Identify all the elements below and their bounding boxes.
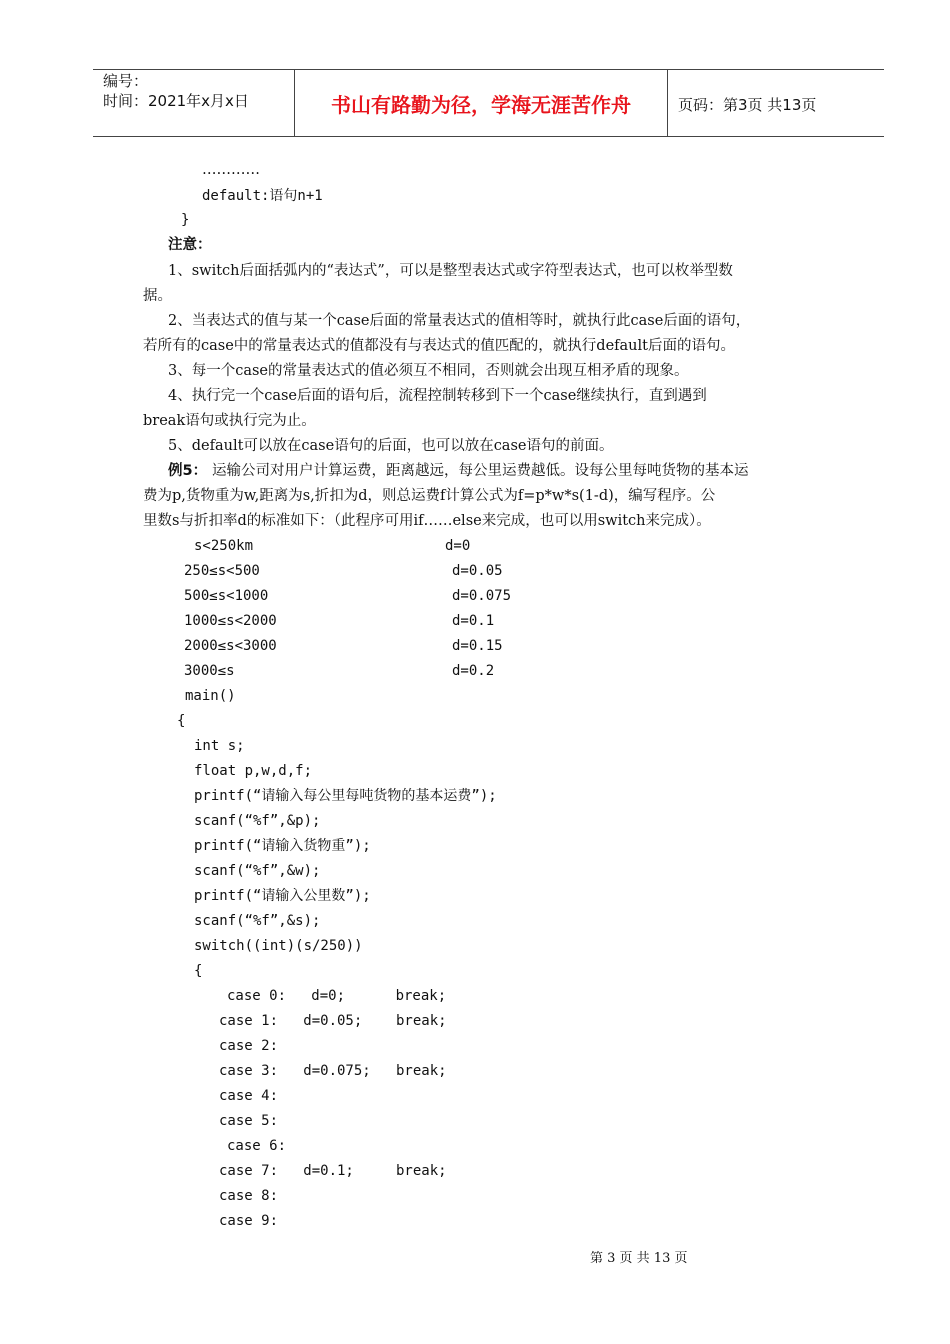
- note-4-line-2: break语句或执行完为止。: [143, 413, 316, 429]
- table-row-rate: d=0.075: [452, 588, 512, 604]
- example-line-1: 运输公司对用户计算运费，距离越远，每公里运费越低。设每公里每吨货物的基本运: [212, 463, 749, 479]
- header-divider-right: [667, 70, 668, 136]
- code-line: case 5:: [219, 1113, 279, 1129]
- code-line: printf(“请输入每公里每吨货物的基本运费”);: [194, 788, 497, 804]
- ellipsis-line: …………: [202, 162, 260, 178]
- code-line: case 3: d=0.075; break;: [219, 1063, 447, 1079]
- note-3: 3、每一个case的常量表达式的值必须互不相同，否则就会出现互相矛盾的现象。: [168, 363, 689, 379]
- note-1-line-2: 据。: [143, 288, 172, 304]
- code-line: int s;: [194, 738, 245, 754]
- code-line: case 2:: [219, 1038, 279, 1054]
- header-page-label: 页码：第3页 共13页: [678, 96, 817, 114]
- example-line-3: 里数s与折扣率d的标准如下：（此程序可用if……else来完成，也可以用switch来完成）。: [143, 513, 711, 529]
- table-row-rate: d=0: [445, 538, 471, 554]
- table-row-rate: d=0.15: [452, 638, 503, 654]
- table-row-range: s<250km: [194, 538, 254, 554]
- note-2-line-1: 2、当表达式的值与某一个case后面的常量表达式的值相等时，就执行此case后面的语句，: [168, 313, 751, 329]
- code-line: case 0: d=0; break;: [227, 988, 447, 1004]
- code-line: scanf(“%f”,&w);: [194, 863, 321, 879]
- table-row-range: 500≤s<1000: [184, 588, 269, 604]
- code-line: scanf(“%f”,&s);: [194, 913, 321, 929]
- default-line: default:语句n+1: [202, 188, 323, 204]
- table-row-rate: d=0.1: [452, 613, 495, 629]
- example-label: 例5：: [168, 463, 208, 479]
- note-heading: 注意：: [168, 237, 212, 253]
- time-label: 时间：2021年x月x日: [103, 92, 249, 110]
- code-line: printf(“请输入公里数”);: [194, 888, 371, 904]
- example-line-2: 费为p,货物重为w,距离为s,折扣为d，则总运费f计算公式为f=p*w*s(1-d)，编写程序。公: [143, 488, 716, 504]
- page-footer: 第 3 页 共 13 页: [590, 1251, 688, 1266]
- code-line: case 7: d=0.1; break;: [219, 1163, 447, 1179]
- code-line: case 1: d=0.05; break;: [219, 1013, 447, 1029]
- code-line: {: [177, 713, 186, 729]
- header-bottom-rule: [93, 136, 884, 137]
- table-row-range: 250≤s<500: [184, 563, 260, 579]
- header-motto: 书山有路勤为径，学海无涯苦作舟: [331, 92, 631, 117]
- table-row-range: 1000≤s<2000: [184, 613, 277, 629]
- code-line: case 4:: [219, 1088, 279, 1104]
- code-line: {: [194, 963, 203, 979]
- code-line: printf(“请输入货物重”);: [194, 838, 371, 854]
- code-line: case 9:: [219, 1213, 279, 1229]
- table-row-rate: d=0.2: [452, 663, 495, 679]
- note-5: 5、default可以放在case语句的后面，也可以放在case语句的前面。: [168, 438, 614, 454]
- table-row-rate: d=0.05: [452, 563, 503, 579]
- note-4-line-1: 4、执行完一个case后面的语句后，流程控制转移到下一个case继续执行，直到遇到: [168, 388, 707, 404]
- brace-close: }: [181, 212, 190, 228]
- header-meta: [103, 71, 249, 111]
- code-line: main(): [185, 688, 236, 704]
- number-label: 编号：: [103, 72, 149, 90]
- code-line: case 6:: [227, 1138, 287, 1154]
- note-1-line-1: 1、switch后面括弧内的“表达式”，可以是整型表达式或字符型表达式，也可以枚举型数: [168, 263, 733, 279]
- code-line: switch((int)(s/250)): [194, 938, 363, 954]
- table-row-range: 2000≤s<3000: [184, 638, 277, 654]
- table-row-range: 3000≤s: [184, 663, 235, 679]
- note-2-line-2: 若所有的case中的常量表达式的值都没有与表达式的值匹配的，就执行default后面的语句。: [143, 338, 735, 354]
- code-line: case 8:: [219, 1188, 279, 1204]
- code-line: scanf(“%f”,&p);: [194, 813, 321, 829]
- code-line: float p,w,d,f;: [194, 763, 313, 779]
